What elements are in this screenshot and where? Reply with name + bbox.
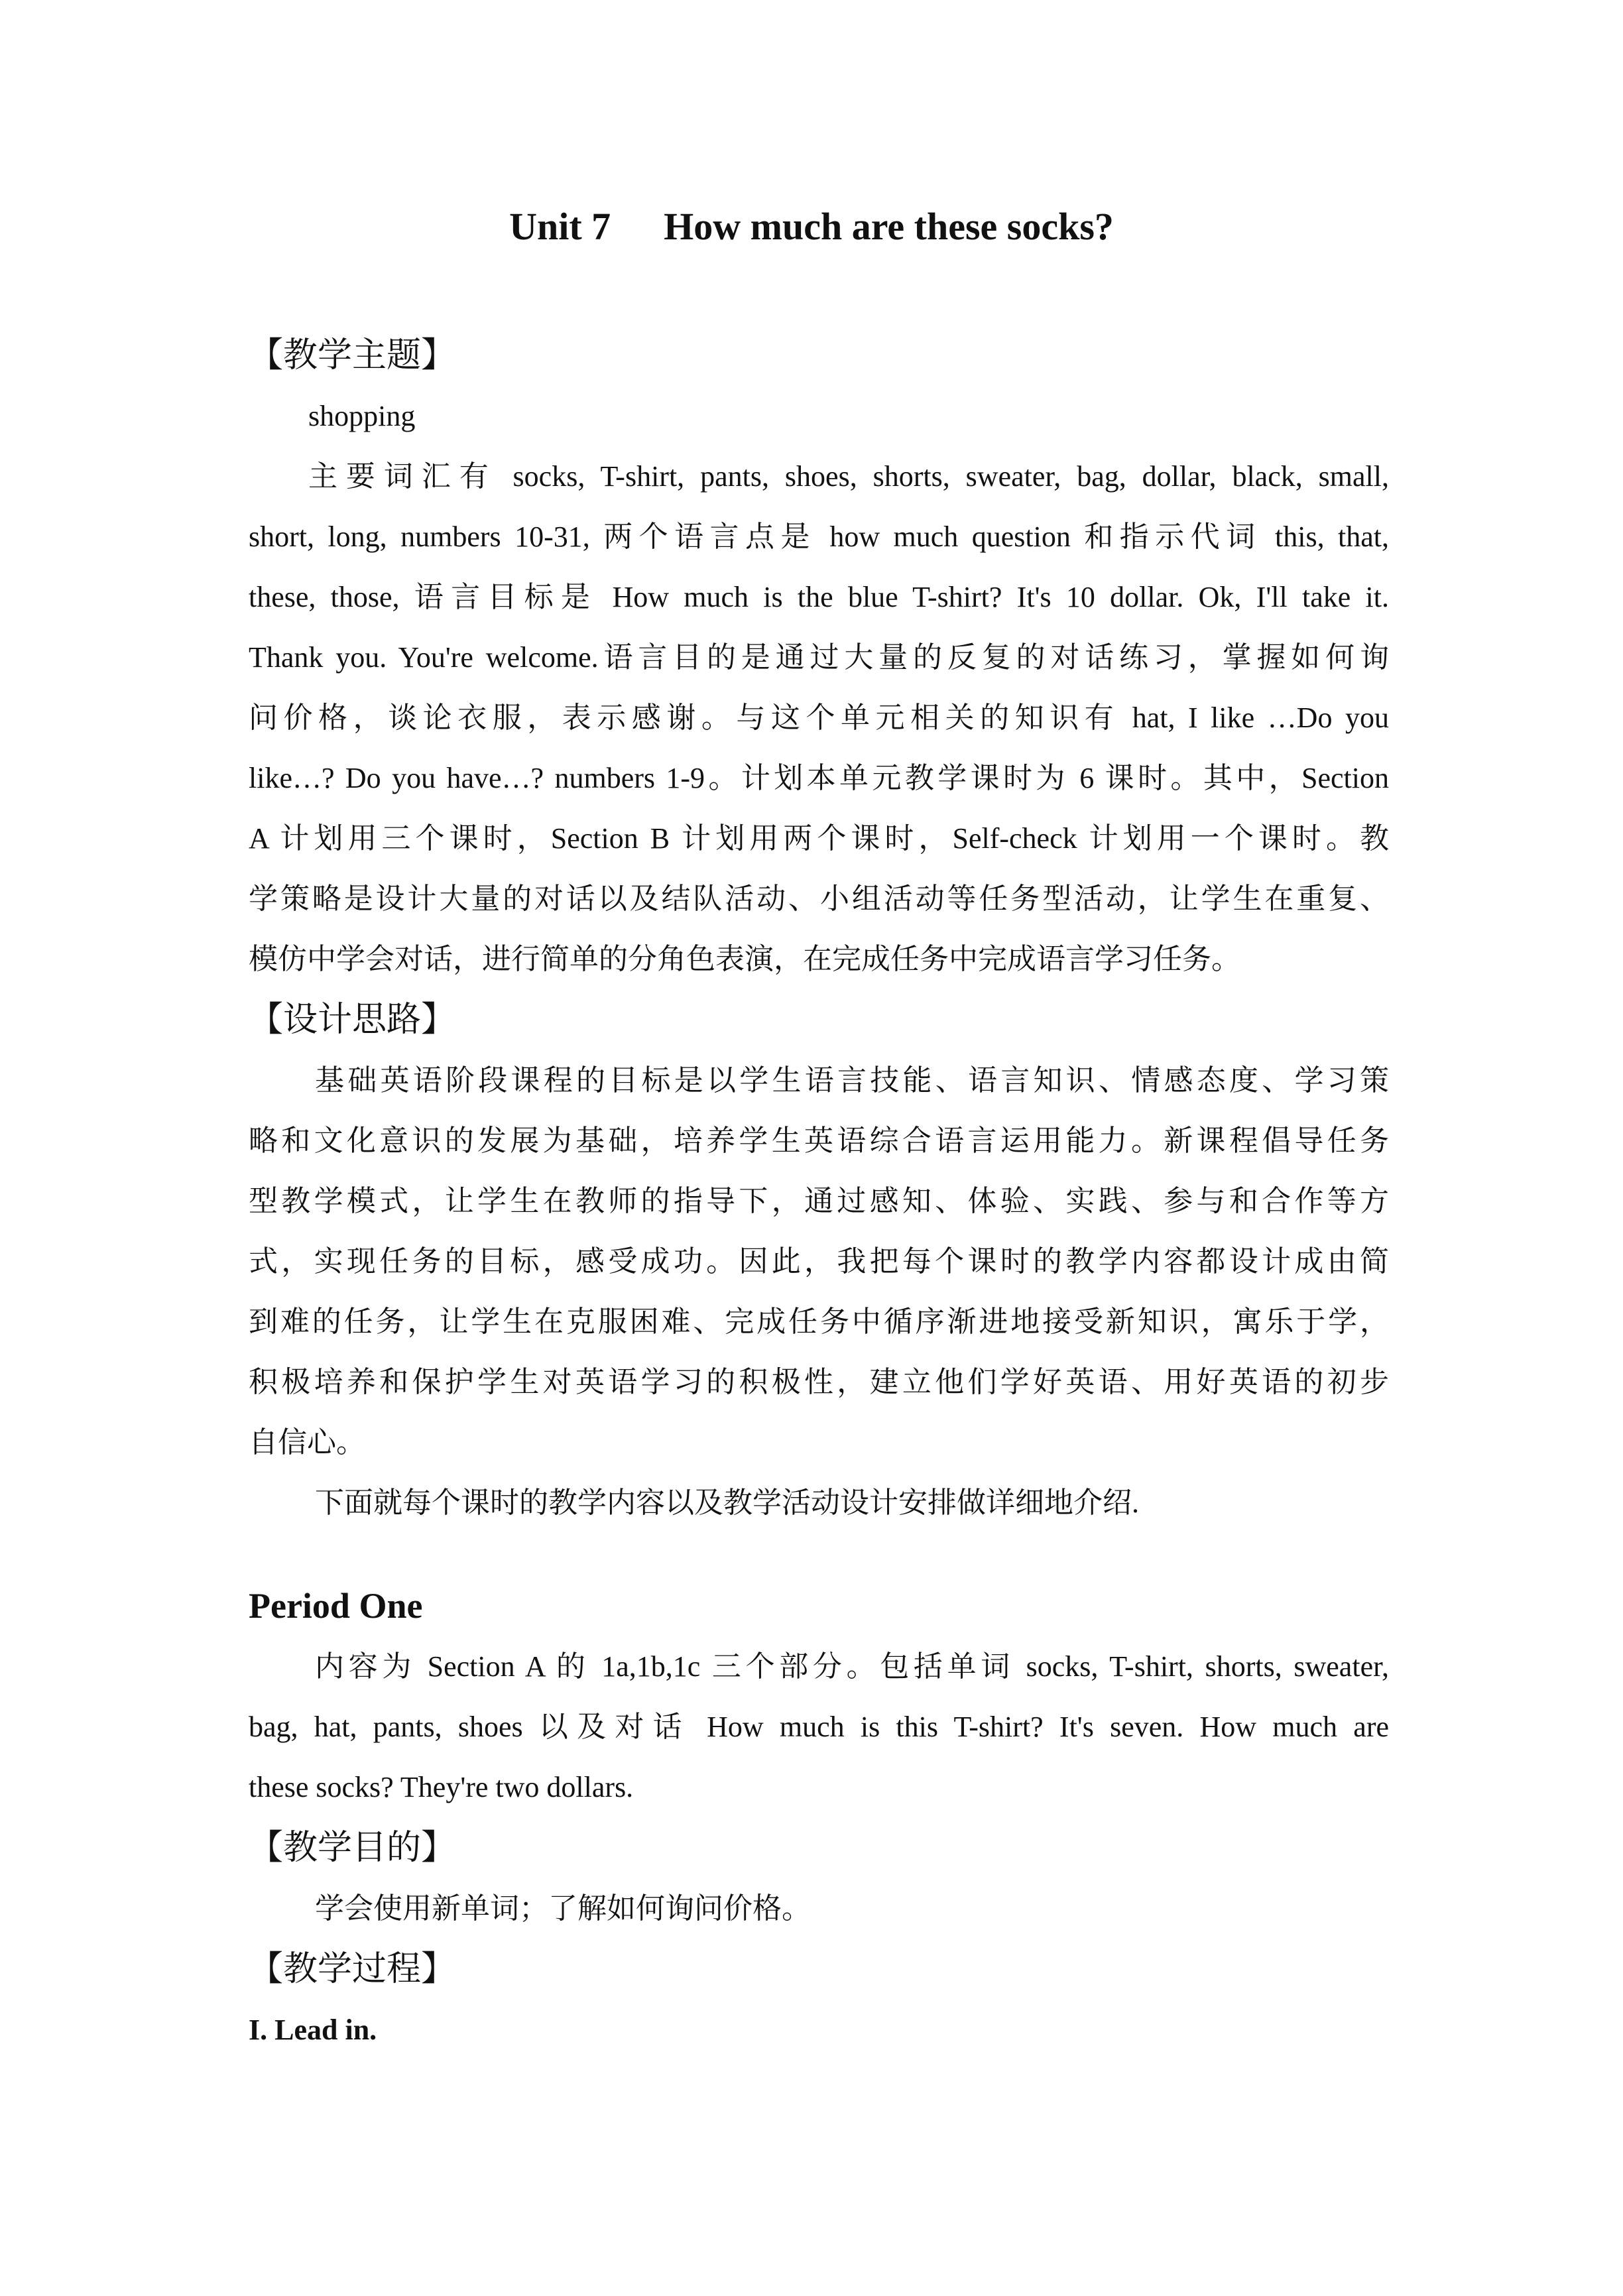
design-line: 自信心。: [249, 1426, 365, 1459]
period-line: these socks? They're two dollars.: [249, 1771, 634, 1803]
design-line: 积极培养和保护学生对英语学习的积极性，建立他们学好英语、用好英语的初步: [249, 1366, 1389, 1398]
process-heading: 【教学过程】: [249, 1949, 456, 1989]
step-lead-in: I. Lead in.: [249, 2014, 377, 2046]
design-paragraph: [249, 1050, 1389, 1473]
purpose-heading: 【教学目的】: [249, 1828, 456, 1868]
period-paragraph: [249, 1636, 1389, 1817]
document-title: [0, 204, 1623, 249]
theme-line: these, those, 语言目标是 How much is the blue T-shirt? It's 10 dollar. Ok, I'll take it.: [249, 581, 1389, 613]
theme-line: 主要词汇有 socks, T-shirt, pants, shoes, shorts, sweater, bag, dollar, black, small,: [308, 460, 1389, 493]
period-line: bag, hat, pants, shoes 以及对话 How much is this T-shirt? It's seven. How much are: [249, 1711, 1389, 1743]
theme-topic: shopping: [308, 400, 416, 432]
design-heading: 【设计思路】: [249, 1000, 456, 1040]
title-unit: Unit 7: [509, 205, 611, 248]
document-body: [249, 325, 1389, 2061]
theme-line: like…? Do you have…? numbers 1-9。计划本单元教学课时为 6 课时。其中，Section: [249, 762, 1389, 794]
theme-paragraph: [249, 446, 1389, 989]
theme-line: 问价格，谈论衣服，表示感谢。与这个单元相关的知识有 hat, I like …Do you: [249, 701, 1389, 734]
period-title: Period One: [249, 1586, 423, 1626]
theme-line: A 计划用三个课时，Section B 计划用两个课时，Self-check 计划用一个课时。教: [249, 822, 1389, 855]
theme-line: 学策略是设计大量的对话以及结队活动、小组活动等任务型活动，让学生在重复、: [249, 882, 1389, 915]
theme-line: Thank you. You're welcome.语言目的是通过大量的反复的对话练习，掌握如何询: [249, 641, 1389, 674]
design-closing: 下面就每个课时的教学内容以及教学活动设计安排做详细地介绍.: [315, 1486, 1139, 1519]
design-line: 型教学模式，让学生在教师的指导下，通过感知、体验、实践、参与和合作等方: [249, 1185, 1389, 1217]
design-line: 到难的任务，让学生在克服困难、完成任务中循序渐进地接受新知识，寓乐于学，: [249, 1305, 1389, 1338]
theme-line: 模仿中学会对话，进行简单的分角色表演，在完成任务中完成语言学习任务。: [249, 943, 1240, 975]
design-line: 式，实现任务的目标，感受成功。因此，我把每个课时的教学内容都设计成由简: [249, 1245, 1389, 1278]
purpose-text: 学会使用新单词；了解如何询问价格。: [315, 1892, 811, 1925]
design-line: 略和文化意识的发展为基础，培养学生英语综合语言运用能力。新课程倡导任务: [249, 1124, 1389, 1157]
theme-heading: 【教学主题】: [249, 335, 456, 375]
theme-line: short, long, numbers 10-31, 两个语言点是 how much question 和指示代词 this, that,: [249, 520, 1389, 553]
title-question: How much are these socks?: [664, 205, 1114, 248]
period-line: 内容为 Section A 的 1a,1b,1c 三个部分。包括单词 socks, T-shirt, shorts, sweater,: [315, 1650, 1389, 1683]
design-line: 基础英语阶段课程的目标是以学生语言技能、语言知识、情感态度、学习策: [315, 1064, 1389, 1097]
